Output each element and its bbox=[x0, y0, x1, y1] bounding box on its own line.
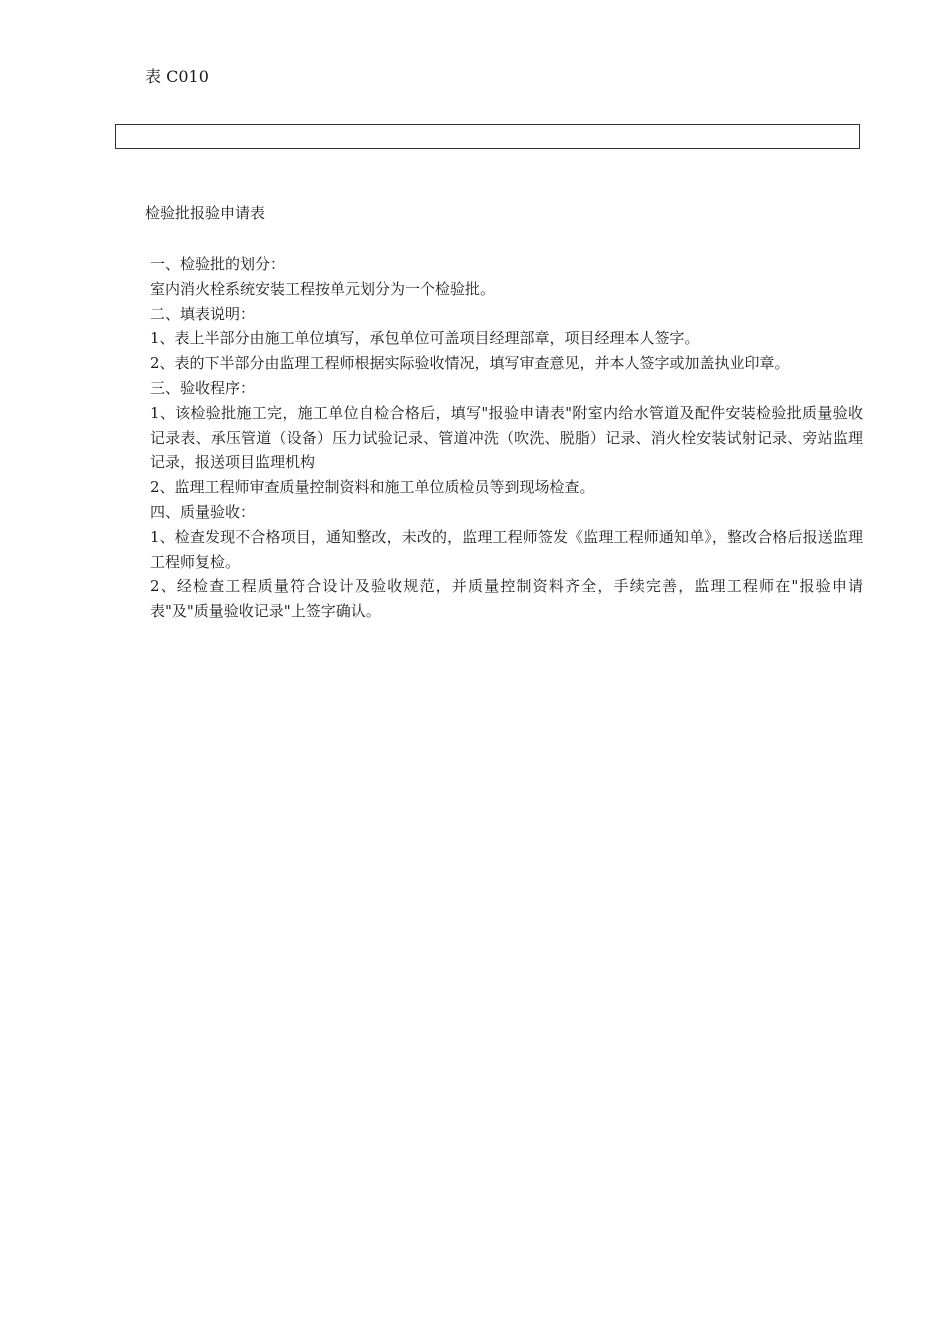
section-heading-acceptance: 四、质量验收： bbox=[150, 502, 256, 521]
division-text: 室内消火栓系统安装工程按单元划分为一个检验批。 bbox=[150, 279, 496, 298]
procedure-item-1: 1、该检验批施工完，施工单位自检合格后，填写"报验申请表"附室内给水管道及配件安装检验批质量验收记录表、承压管道（设备）压力试验记录、管道冲洗（吹洗、脱脂）记录、消火栓安装试射记录、旁站监理记录，报送项目监理机构 bbox=[150, 403, 863, 472]
filling-item-2: 2、表的下半部分由监理工程师根据实际验收情况，填写审查意见，并本人签字或加盖执业印章。 bbox=[150, 354, 790, 373]
section-heading-division: 一、检验批的划分： bbox=[150, 255, 286, 273]
document-title: 检验批报验申请表 bbox=[145, 204, 266, 222]
form-code: 表 C010 bbox=[145, 67, 209, 86]
acceptance-item-2: 2、经检查工程质量符合设计及验收规范，并质量控制资料齐全，手续完善，监理工程师在"报验申请表"及"质量验收记录"上签字确认。 bbox=[150, 577, 863, 621]
section-heading-filling: 二、填表说明： bbox=[150, 304, 256, 323]
instructions-body bbox=[145, 252, 863, 624]
procedure-item-2: 2、监理工程师审查质量控制资料和施工单位质检员等到现场检查。 bbox=[150, 478, 595, 497]
header-box bbox=[115, 124, 860, 149]
filling-item-1: 1、表上半部分由施工单位填写，承包单位可盖项目经理部章，项目经理本人签字。 bbox=[150, 329, 700, 348]
section-heading-procedure: 三、验收程序： bbox=[150, 378, 256, 397]
acceptance-item-1: 1、检查发现不合格项目，通知整改，未改的，监理工程师签发《监理工程师通知单》，整改合格后报送监理工程师复检。 bbox=[150, 527, 863, 571]
